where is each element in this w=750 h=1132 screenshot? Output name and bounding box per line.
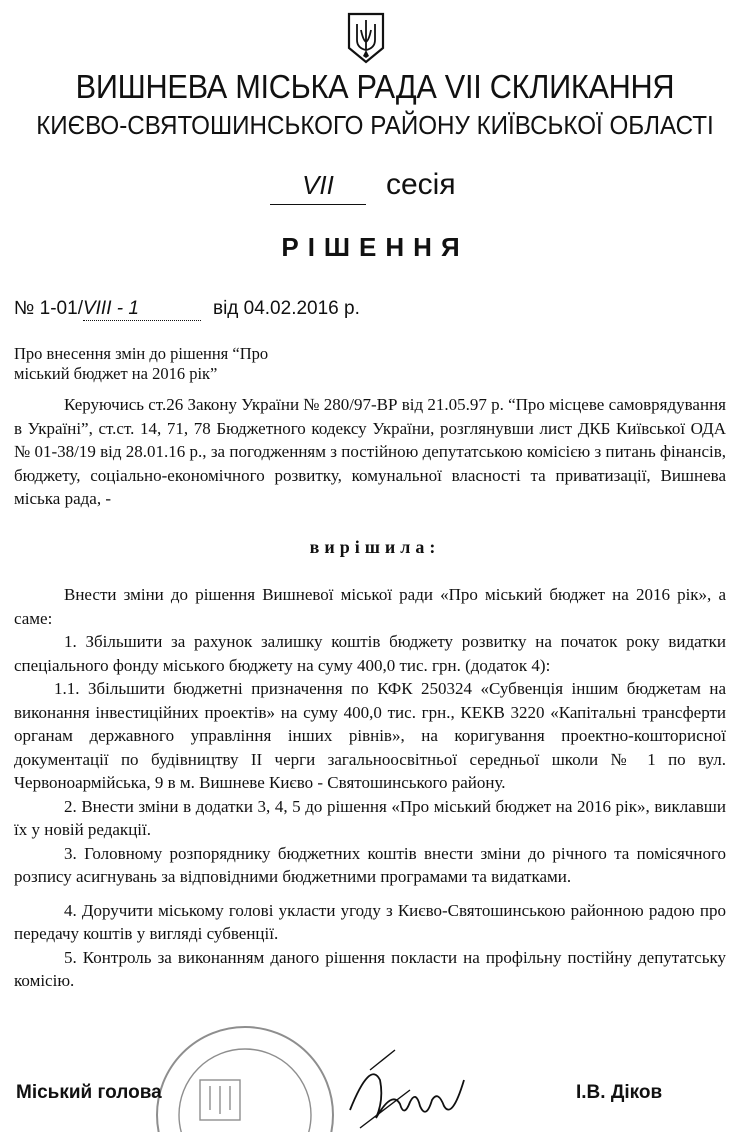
item-2: 2. Внести зміни в додатки 3, 4, 5 до рішення «Про міський бюджет на 2016 рік», виклавши їх у новій редакції. — [14, 796, 726, 839]
session-label: сесія — [386, 168, 456, 201]
decision-number-prefix: № 1-01/ — [14, 298, 83, 319]
signatory-name: І.В. Діков — [576, 1082, 663, 1103]
item-5: 5. Контроль за виконанням даного рішення покласти на профільну постійну депутатську комісію. — [14, 947, 726, 990]
intro-paragraph: Внести зміни до рішення Вишневої міської ради «Про міський бюджет на 2016 рік», а саме: — [14, 585, 726, 628]
signature-title: Міський голова — [16, 1082, 162, 1103]
item-4: 4. Доручити міському голові укласти угоду з Києво-Святошинською районною радою про передачу коштів у вигляді субвенції. — [14, 900, 726, 943]
preamble-block — [14, 393, 726, 511]
subject-line-1: Про внесення змін до рішення “Про — [14, 344, 269, 363]
item-1-1: 1.1. Збільшити бюджетні призначення по КФК 250324 «Субвенція іншим бюджетам на виконання інвестиційних проектів» на суму 400,0 тис. грн., КЕКВ 3220 «Капітальні трансферти органам державного управління інших рівнів», на коригування проектно-кошторисної документації по будівництву ІІ черги загальноосвітньої середньої школи № 1 по вул. Червоноармійська, 9 в м. Вишневе Києво - Святошинського району. — [14, 679, 726, 792]
decision-number-handwritten: VIII - 1 — [83, 298, 201, 321]
handwritten-signature-icon — [340, 1040, 480, 1132]
item-3: 3. Головному розпоряднику бюджетних коштів внести зміни до річного та помісячного розпису асигнувань за відповідними бюджетними програмами та видатками. — [14, 843, 726, 886]
session-number: VII — [270, 170, 366, 205]
decision-items — [14, 583, 726, 993]
district-name: КИЄВО-СВЯТОШИНСЬКОГО РАЙОНУ КИЇВСЬКОЇ ОБЛАСТІ — [36, 110, 714, 140]
trident-emblem-icon — [345, 10, 387, 66]
decision-subject — [14, 344, 268, 384]
decision-date: від 04.02.2016 р. — [212, 298, 360, 319]
document-title: РІШЕННЯ — [281, 232, 469, 262]
session-line — [270, 170, 510, 210]
decision-number-line — [14, 298, 360, 321]
council-name: ВИШНЕВА МІСЬКА РАДА VII СКЛИКАННЯ — [75, 68, 675, 105]
subject-line-2: міський бюджет на 2016 рік” — [14, 364, 218, 383]
official-stamp-icon — [150, 1020, 340, 1132]
resolved-heading: вирішила: — [309, 537, 441, 557]
item-1: 1. Збільшити за рахунок залишку коштів бюджету розвитку на початок року видатки спеціального фонду міського бюджету на суму 400,0 тис. грн. (додаток 4): — [14, 632, 726, 675]
preamble-text: Керуючись ст.26 Закону України № 280/97-ВР від 21.05.97 р. “Про місцеве самоврядування в Україні”, ст.ст. 14, 71, 78 Бюджетного кодексу України, розглянувши лист ДКБ Київської ОДА № 01-38/19 від 28.01.16 р., за погодженням з постійною депутатською комісією з питань фінансів, бюджету, соціально-економічного розвитку, комунальної власності та приватизації, Вишнева міська рада, - — [14, 395, 726, 508]
